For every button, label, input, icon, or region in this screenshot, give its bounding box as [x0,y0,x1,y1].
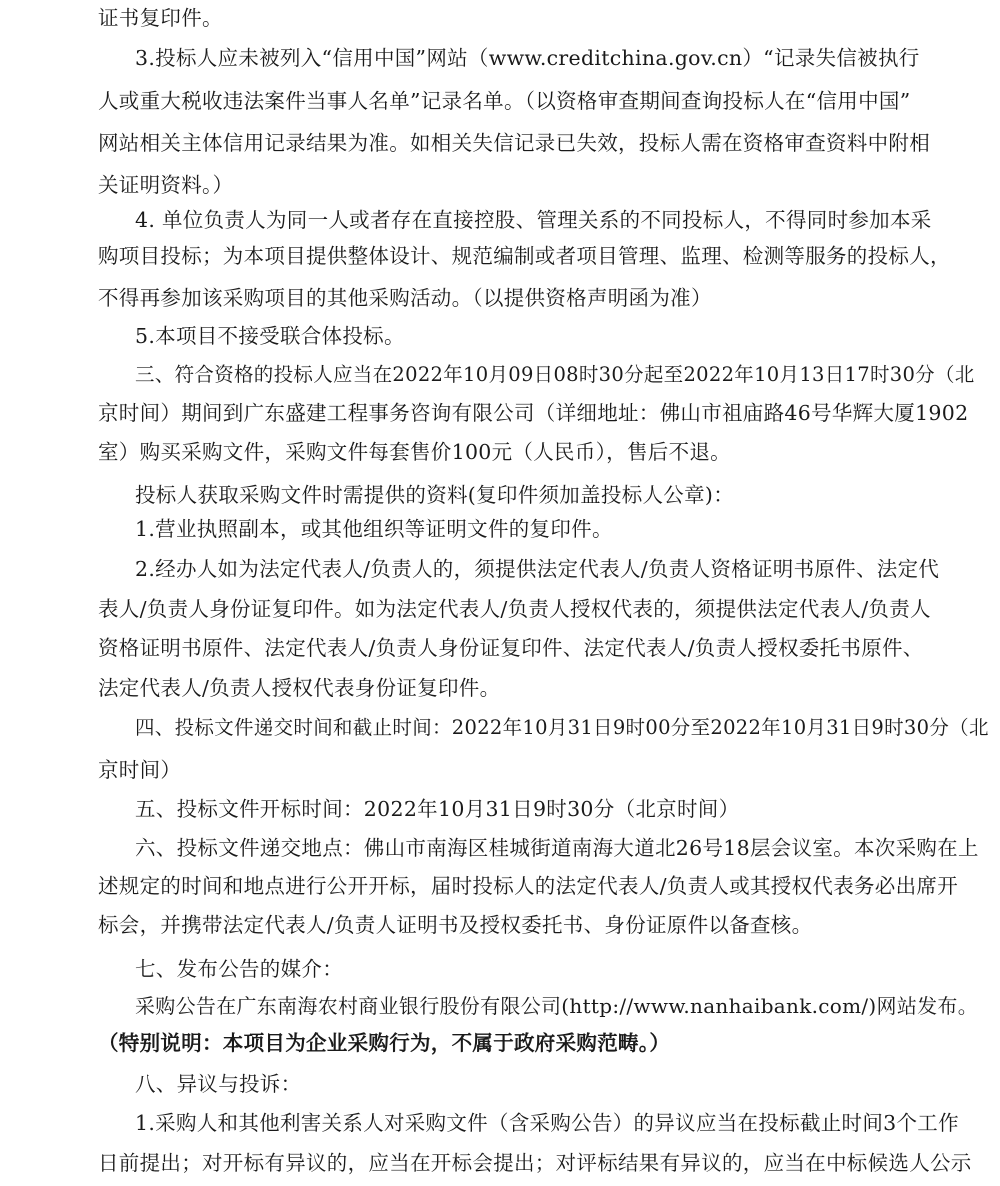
text-line: 日前提出；对开标有异议的，应当在开标会提出；对评标结果有异议的，应当在中标候选人公示 [98,1151,972,1175]
text-line: 证书复印件。 [98,6,223,30]
text-line: 八、异议与投诉： [135,1072,302,1096]
text-line: 京时间）期间到广东盛建工程事务咨询有限公司（详细地址：佛山市祖庙路46号华辉大厦1902 [98,401,969,425]
text-line: 4. 单位负责人为同一人或者存在直接控股、管理关系的不同投标人，不得同时参加本采 [135,208,932,232]
text-line: 资格证明书原件、法定代表人/负责人身份证复印件、法定代表人/负责人授权委托书原件、 [98,636,924,660]
text-line: 述规定的时间和地点进行公开开标，届时投标人的法定代表人/负责人或其授权代表务必出席开 [98,874,959,898]
text-line: 表人/负责人身份证复印件。如为法定代表人/负责人授权代表的，须提供法定代表人/负责人 [98,597,931,621]
text-line: 投标人获取采购文件时需提供的资料(复印件须加盖投标人公章)： [135,483,734,507]
text-line: 五、投标文件开标时间：2022年10月31日9时30分（北京时间） [135,797,740,821]
special-note-line: （特别说明：本项目为企业采购行为，不属于政府采购范畴。） [98,1031,671,1055]
text-line: 1.营业执照副本，或其他组织等证明文件的复印件。 [135,517,613,541]
text-line: 不得再参加该采购项目的其他采购活动。（以提供资格声明函为准） [98,286,712,310]
text-line: 网站相关主体信用记录结果为准。如相关失信记录已失效，投标人需在资格审查资料中附相 [98,131,930,155]
text-line: 京时间） [98,758,182,782]
text-line: 人或重大税收违法案件当事人名单”记录名单。（以资格审查期间查询投标人在“信用中国” [98,89,911,113]
text-line: 购项目投标；为本项目提供整体设计、规范编制或者项目管理、监理、检测等服务的投标人， [98,244,951,268]
text-line: 2.经办人如为法定代表人/负责人的，须提供法定代表人/负责人资格证明书原件、法定代 [135,557,940,581]
text-line: 七、发布公告的媒介： [135,957,343,981]
text-line: 5.本项目不接受联合体投标。 [135,324,405,348]
text-line: 1.采购人和其他利害关系人对采购文件（含采购公告）的异议应当在投标截止时间3个工作 [135,1111,959,1135]
text-line: 六、投标文件递交地点：佛山市南海区桂城街道南海大道北26号18层会议室。本次采购在上 [135,836,979,860]
text-line: 采购公告在广东南海农村商业银行股份有限公司(http://www.nanhaibank.com/)网站发布。 [135,994,979,1018]
text-line: 法定代表人/负责人授权代表身份证复印件。 [98,676,501,700]
text-line: 关证明资料。） [98,173,234,197]
text-line: 四、投标文件递交时间和截止时间：2022年10月31日9时00分至2022年10月31日9时30分（北 [135,716,989,739]
text-line: 三、符合资格的投标人应当在2022年10月09日08时30分起至2022年10月13日17时30分（北 [135,363,975,386]
text-line: 室）购买采购文件，采购文件每套售价100元（人民币），售后不退。 [98,440,731,464]
text-line: 标会，并携带法定代表人/负责人证明书及授权委托书、身份证原件以备查核。 [98,913,813,937]
text-line: 3.投标人应未被列入“信用中国”网站（www.creditchina.gov.cn）“记录失信被执行 [135,46,920,70]
